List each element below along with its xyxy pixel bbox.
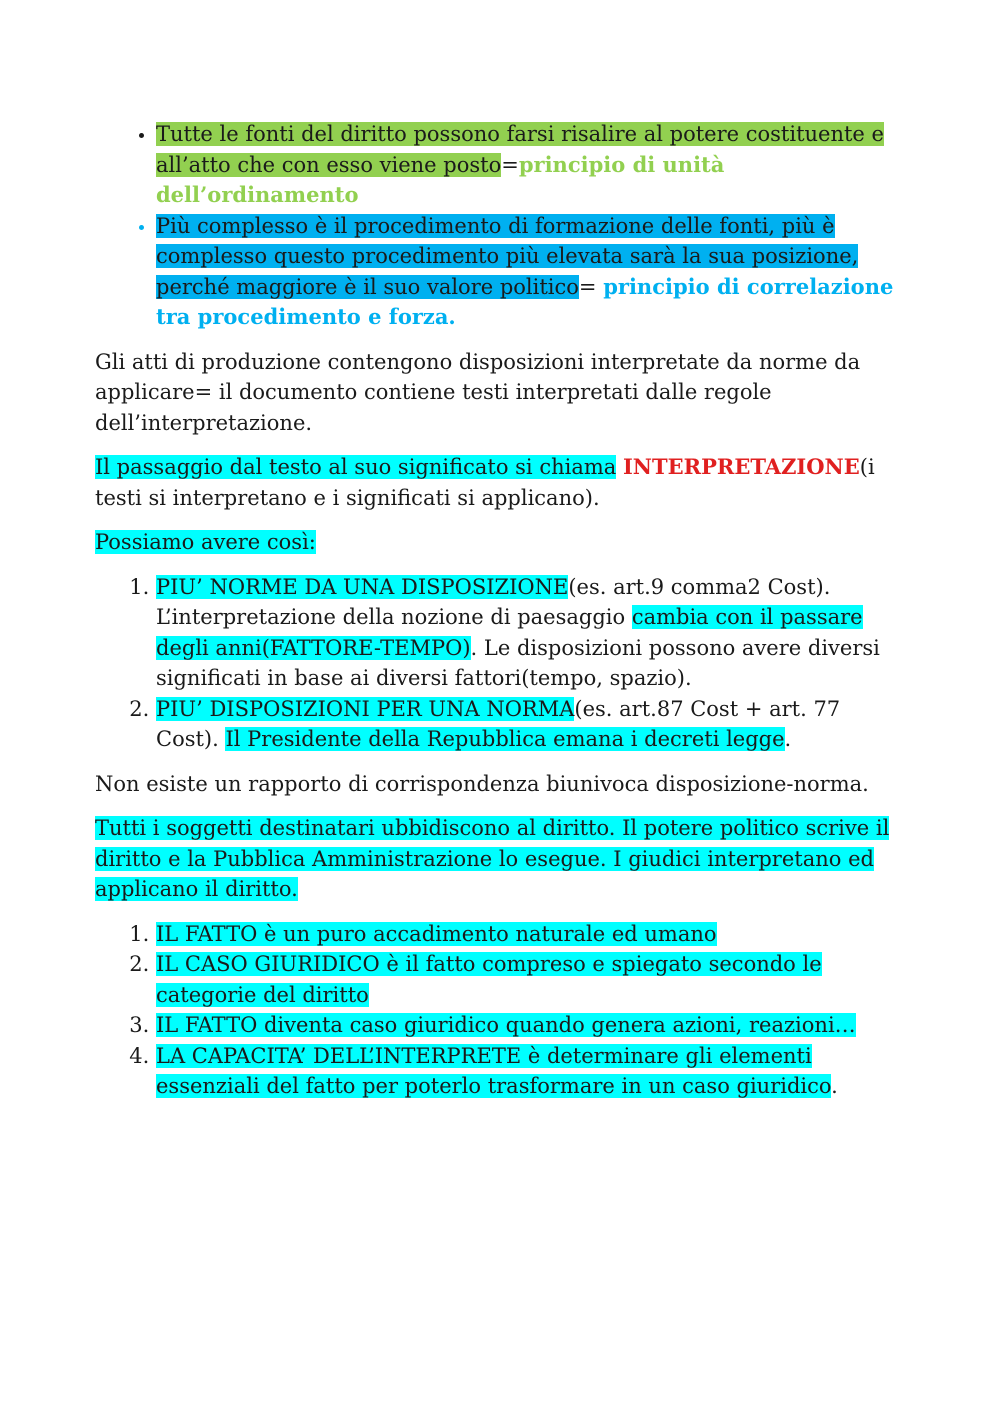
- highlighted-text: Tutti i soggetti destinatari ubbidiscono al diritto. Il potere politico scrive il diritto e la Pubblica Amministrazione lo esegue. I giudici interpretano ed applicano il diritto.: [95, 816, 890, 901]
- norms-numbered-list: [95, 572, 904, 755]
- highlighted-text: Il passaggio dal testo al suo significato si chiama: [95, 455, 617, 479]
- principles-bullet-list: [95, 119, 904, 333]
- separator-text: =: [501, 152, 519, 177]
- paragraph-production-acts: Gli atti di produzione contengono disposizioni interpretate da norme da applicare= il documento contiene testi interpretati dalle regole dell’interpretazione.: [95, 349, 861, 435]
- highlighted-text: Possiamo avere così:: [95, 530, 316, 554]
- list-item: [156, 949, 904, 1010]
- highlighted-text: cambia con il passare degli anni(FATTORE-TEMPO): [156, 605, 863, 660]
- paragraph-intro-list: [95, 527, 904, 558]
- highlighted-text: PIU’ DISPOSIZIONI PER UNA NORMA: [156, 696, 575, 721]
- paragraph-subjects: [95, 813, 904, 905]
- paragraph-correspondence: Non esiste un rapporto di corrispondenza biunivoca disposizione-norma.: [95, 771, 869, 796]
- principle-correlation-label: principio di correlazione tra procedimento e forza.: [156, 273, 894, 329]
- separator-text: =: [578, 274, 604, 299]
- bullet-item-unity: [156, 119, 904, 211]
- highlighted-text: IL FATTO diventa caso giuridico quando genera azioni, reazioni…: [156, 1013, 856, 1037]
- paragraph-interpretation: [95, 452, 904, 513]
- list-item: [156, 572, 904, 694]
- item-text: (es. art.9 comma2 Cost). L’interpretazione della nozione di paesaggio: [156, 574, 831, 629]
- highlighted-text: Tutte le fonti del diritto possono farsi risalire al potere costituente e all’atto che con esso viene posto: [156, 122, 884, 177]
- fact-numbered-list: [95, 919, 904, 1102]
- list-item: [156, 919, 904, 950]
- list-item: [156, 1010, 904, 1041]
- highlighted-text: IL FATTO è un puro accadimento naturale ed umano: [156, 921, 717, 946]
- paragraph-text: (i testi si interpretano e i significati si applicano).: [95, 455, 875, 510]
- item-text: .: [784, 727, 792, 751]
- item-text: . Le disposizioni possono avere diversi significati in base ai diversi fattori(tempo, spazio).: [156, 635, 880, 690]
- principle-unity-label: principio di unità dell’ordinamento: [156, 151, 725, 207]
- highlighted-text: PIU’ NORME DA UNA DISPOSIZIONE: [156, 574, 569, 599]
- item-text: .: [831, 1074, 838, 1098]
- highlighted-text: LA CAPACITA’ DELL’INTERPRETE è determinare gli elementi essenziali del fatto per poterlo trasformare in un caso giuridico: [156, 1043, 832, 1098]
- interpretation-keyword: INTERPRETAZIONE: [622, 454, 860, 479]
- bullet-item-correlation: [156, 211, 904, 333]
- item-text: (es. art.87 Cost + art. 77 Cost).: [156, 696, 841, 751]
- highlighted-text: IL CASO GIURIDICO è il fatto compreso e spiegato secondo le categorie del diritto: [156, 952, 822, 1007]
- list-item: [156, 694, 904, 755]
- highlighted-text: Il Presidente della Repubblica emana i decreti legge: [225, 727, 785, 751]
- list-item: [156, 1041, 904, 1102]
- highlighted-text: Più complesso è il procedimento di formazione delle fonti, più è complesso questo procedimento più elevata sarà la sua posizione, perché maggiore è il suo valore politico: [156, 213, 859, 299]
